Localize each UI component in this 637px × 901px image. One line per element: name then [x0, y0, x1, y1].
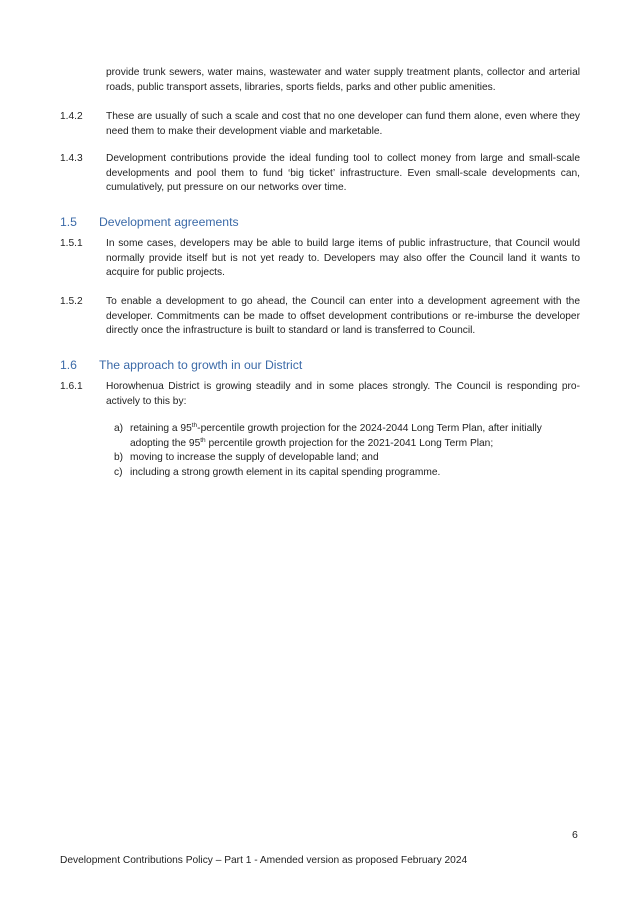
- paragraph-number: 1.5.2: [60, 296, 83, 307]
- paragraph-text: To enable a development to go ahead, the Council can enter into a development agreement with the developer. Commitments can be made to offset development contributions or re-imburse the developer directly once the infrastructure is built to standard or land is transferred to Council.: [106, 296, 580, 337]
- list-text-part: retaining a 95: [130, 423, 192, 434]
- paragraph-continuation: [60, 66, 580, 96]
- paragraph-text: provide trunk sewers, water mains, wastewater and water supply treatment plants, collector and arterial roads, public transport assets, libraries, sports fields, parks and other public amenities.: [106, 67, 580, 93]
- paragraph-number: 1.4.3: [60, 153, 83, 164]
- paragraph-text: These are usually of such a scale and cost that no one developer can fund them alone, even where they need them to make their development viable and marketable.: [106, 111, 580, 137]
- section-number: 1.5: [60, 215, 77, 229]
- paragraph-number: 1.4.2: [60, 111, 83, 122]
- list-text-part: percentile growth projection for the 2021-2041 Long Term Plan;: [205, 437, 494, 449]
- superscript: th: [200, 436, 206, 444]
- superscript: th: [191, 422, 198, 429]
- section-heading-1-6: [60, 357, 580, 373]
- list-marker: b): [114, 452, 124, 464]
- list-item-text: including a strong growth element in its capital spending programme.: [130, 466, 441, 478]
- list-marker: c): [114, 466, 123, 478]
- paragraph-1-4-3: [60, 152, 580, 197]
- list-item-text: [130, 423, 542, 449]
- section-title: The approach to growth in our District: [99, 358, 303, 372]
- page-number: 6: [572, 829, 578, 841]
- paragraph-number: 1.5.1: [60, 238, 83, 249]
- paragraph-1-5-2: [60, 295, 580, 340]
- list-item-a: [114, 422, 580, 451]
- paragraph-1-4-2: [60, 110, 580, 140]
- section-number: 1.6: [60, 358, 77, 372]
- list-item-text: moving to increase the supply of developable land; and: [130, 452, 379, 464]
- list-item-c: [114, 466, 580, 481]
- section-title: Development agreements: [99, 215, 239, 229]
- paragraph-text: Development contributions provide the ideal funding tool to collect money from large and small-scale developments and pool them to fund ‘big ticket’ infrastructure. Even small-scale developments can, cumulatively, put pressure on our networks over time.: [106, 153, 580, 194]
- paragraph-text: In some cases, developers may be able to build large items of public infrastructure, that Council would normally provide itself but is not yet ready to. Developers may also offer the Council land it wants to acquire for public projects.: [106, 238, 580, 279]
- paragraph-text: Horowhenua District is growing steadily and in some places strongly. The Council is responding pro-actively to this by:: [106, 381, 580, 407]
- section-heading-1-5: [60, 214, 580, 230]
- list-marker: a): [114, 423, 124, 434]
- growth-approach-list: [114, 422, 580, 480]
- paragraph-number: 1.6.1: [60, 381, 83, 392]
- list-item-b: [114, 451, 580, 466]
- page-footer: Development Contributions Policy – Part 1 - Amended version as proposed February 2024: [60, 855, 468, 866]
- paragraph-1-5-1: [60, 237, 580, 282]
- paragraph-1-6-1: [60, 380, 580, 410]
- list-text-part: -percentile growth projection for the 2024-2044 Long Term Plan, after initially adopting the 95: [130, 423, 542, 449]
